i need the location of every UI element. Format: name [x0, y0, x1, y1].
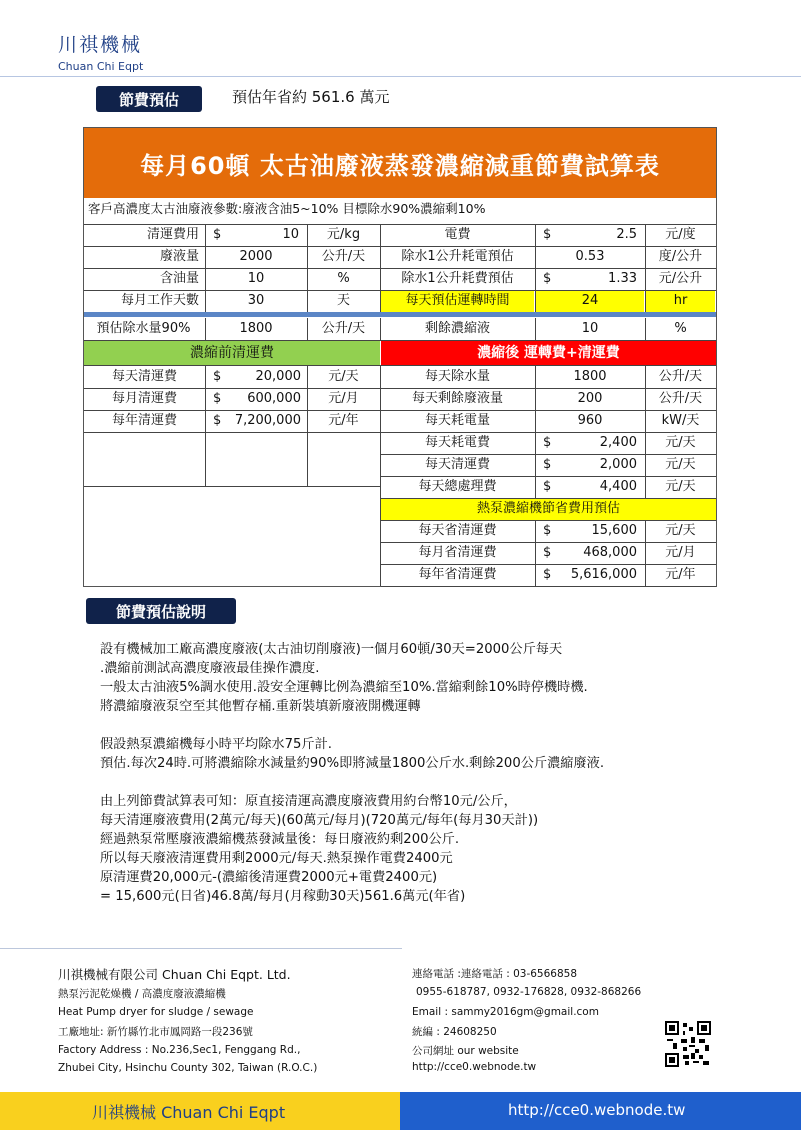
explain-line: 原清運費20,000元-(濃縮後清運費2000元+電費2400元) — [100, 870, 438, 885]
explain-line — [100, 716, 604, 735]
sheet-params: 客戶高濃度太古油廢液參數:廢液含油5~10% 目標除水90%濃縮剩10% — [88, 201, 486, 216]
input-label: 電費 — [444, 227, 471, 242]
pre-cost-unit: 元/年 — [328, 413, 359, 428]
removal-unit: 公升/天 — [321, 321, 366, 336]
currency-sign: $ — [543, 435, 552, 450]
post-cost-label: 每天總處理費 — [418, 479, 497, 494]
input-label: 含油量 — [159, 271, 199, 286]
post-cost-value: 1800 — [573, 369, 607, 384]
input-value: 1.33 — [608, 271, 637, 286]
removal-value: 1800 — [239, 321, 273, 336]
saving-label: 每月省清運費 — [418, 545, 497, 560]
footer-email[interactable]: Email : sammy2016gm@gmail.com — [412, 1006, 599, 1018]
residual-label: 剩餘濃縮液 — [424, 321, 490, 336]
footer-phone-label: 連絡電話 :連絡電話 : 03-6566858 — [412, 968, 578, 980]
currency-sign: $ — [213, 369, 222, 384]
input-value: 10 — [247, 271, 265, 286]
input-unit: hr — [673, 293, 688, 308]
explain-line — [100, 773, 604, 792]
post-cost-label: 每天清運費 — [424, 457, 490, 472]
currency-sign: $ — [543, 567, 552, 582]
input-unit: 度/公升 — [658, 249, 703, 264]
qr-code-icon — [665, 1021, 711, 1067]
explain-line: = 15,600元(日省)46.8萬/每月(月稼動30天)561.6萬元(年省) — [100, 889, 466, 904]
explain-text — [100, 640, 604, 906]
post-cost-value: 2,400 — [599, 435, 637, 450]
input-unit: 元/kg — [326, 227, 361, 242]
saving-header: 熱泵濃縮機節省費用預估 — [476, 501, 620, 516]
saving-badge: 節費預估 — [96, 86, 202, 112]
input-label: 除水1公升耗費預估 — [401, 271, 514, 286]
pre-cost-label: 每天清運費 — [111, 369, 177, 384]
saving-value: 15,600 — [591, 523, 637, 538]
brand-name-en: Chuan Chi Eqpt — [58, 60, 144, 73]
sheet-title: 每月60頓 太古油廢液蒸發濃縮減重節費試算表 — [84, 128, 716, 198]
saving-label: 每年省清運費 — [418, 567, 497, 582]
removal-label: 預估除水量90% — [96, 321, 191, 336]
post-cost-unit: kW/天 — [661, 413, 700, 428]
saving-value: 5,616,000 — [570, 567, 637, 582]
footer-tax-id: 統編 : 24608250 — [412, 1026, 497, 1038]
footer-address-en-1: Factory Address : No.236,Sec1, Fenggang Rd., — [58, 1044, 301, 1056]
post-cost-label: 每天耗電費 — [424, 435, 490, 450]
brand-name-cn: 川祺機械 — [58, 34, 143, 56]
grid-line — [381, 586, 716, 587]
input-label: 除水1公升耗電預估 — [401, 249, 514, 264]
post-cost-unit: 公升/天 — [658, 391, 703, 406]
footer-address-cn: 工廠地址: 新竹縣竹北市鳳岡路一段236號 — [58, 1026, 253, 1038]
currency-sign: $ — [543, 271, 552, 286]
input-unit: % — [337, 271, 350, 286]
post-cost-unit: 元/天 — [665, 457, 696, 472]
post-cost-unit: 元/天 — [665, 435, 696, 450]
grid-line — [84, 432, 380, 433]
pre-cost-value: 7,200,000 — [234, 413, 301, 428]
pre-cost-unit: 元/天 — [328, 369, 359, 384]
post-cost-unit: 元/天 — [665, 479, 696, 494]
input-label: 每天預估運轉時間 — [405, 293, 510, 308]
footer-bar-website[interactable]: http://cce0.webnode.tw — [508, 1101, 686, 1119]
explain-line: 預估.每次24時.可將濃縮除水減量約90%即將減量1800公斤水.剩餘200公斤濃縮廢液. — [100, 756, 605, 771]
post-cost-label: 每天除水量 — [424, 369, 490, 384]
input-unit: 天 — [336, 293, 350, 308]
explain-line: 由上列節費試算表可知：原直接清運高濃度廢液費用約台幣10元/公斤， — [100, 794, 517, 809]
post-cost-value: 200 — [577, 391, 603, 406]
currency-sign: $ — [543, 479, 552, 494]
footer-website-label: 公司網址 our website — [412, 1045, 519, 1057]
currency-sign: $ — [213, 413, 222, 428]
footer-address-en-2: Zhubei City, Hsinchu County 302, Taiwan (R.O.C.) — [58, 1062, 318, 1074]
section-separator — [84, 312, 716, 317]
saving-label: 每天省清運費 — [418, 523, 497, 538]
currency-sign: $ — [543, 523, 552, 538]
annual-saving-summary: 預估年省約 561.6 萬元 — [232, 88, 390, 106]
header-divider — [0, 76, 801, 77]
explain-line: 每天清運廢液費用(2萬元/每天)(60萬元/每月)(720萬元/每年(每月30天計)) — [100, 813, 539, 828]
saving-unit: 元/年 — [665, 567, 696, 582]
input-value: 30 — [247, 293, 265, 308]
saving-value: 468,000 — [583, 545, 637, 560]
input-label: 每月工作天數 — [120, 293, 199, 308]
footer-divider — [0, 948, 402, 949]
post-cost-label: 每天耗電量 — [424, 413, 490, 428]
pre-cost-label: 每年清運費 — [111, 413, 177, 428]
input-unit: 公升/天 — [321, 249, 366, 264]
currency-sign: $ — [213, 391, 222, 406]
currency-sign: $ — [213, 227, 222, 242]
footer-company: 川祺機械有限公司 Chuan Chi Eqpt. Ltd. — [58, 967, 291, 982]
grid-line — [84, 486, 380, 487]
footer-website[interactable]: http://cce0.webnode.tw — [412, 1061, 537, 1073]
pre-cost-label: 每月清運費 — [111, 391, 177, 406]
explain-line: 設有機械加工廠高濃度廢液(太古油切削廢液)一個月60頓/30天=2000公斤每天 — [100, 642, 563, 657]
footer-phones: 0955-618787, 0932-176828, 0932-868266 — [416, 986, 642, 998]
pre-cost-unit: 元/月 — [328, 391, 359, 406]
footer-products-cn: 熱泵污泥乾燥機 / 高濃度廢液濃縮機 — [58, 988, 226, 1000]
input-unit: 元/公升 — [658, 271, 703, 286]
post-cost-value: 2,000 — [599, 457, 637, 472]
explain-line: 所以每天廢液清運費用剩2000元/每天.熱泵操作電費2400元 — [100, 851, 453, 866]
input-value: 24 — [581, 293, 599, 308]
explain-line: 一般太古油液5%調水使用.設安全運轉比例為濃縮至10%.當縮剩餘10%時停機時機. — [100, 680, 588, 695]
post-cost-unit: 公升/天 — [658, 369, 703, 384]
explain-line: 將濃縮廢液泵空至其他暫存桶.重新裝填新廢液開機運轉 — [100, 699, 421, 714]
right-section-header: 濃縮後 運轉費+清運費 — [477, 345, 620, 361]
pre-cost-value: 20,000 — [255, 369, 301, 384]
grid-line — [84, 365, 716, 366]
residual-value: 10 — [581, 321, 599, 336]
footer-bar-brand: 川祺機械 Chuan Chi Eqpt — [92, 1103, 286, 1122]
saving-unit: 元/天 — [665, 523, 696, 538]
input-label: 清運費用 — [146, 227, 199, 242]
pre-cost-value: 600,000 — [247, 391, 301, 406]
explain-line: .濃縮前測試高濃度廢液最佳操作濃度. — [100, 661, 320, 676]
input-label: 廢液量 — [159, 249, 199, 264]
input-value: 10 — [282, 227, 299, 242]
currency-sign: $ — [543, 227, 552, 242]
grid-line — [535, 520, 536, 586]
residual-unit: % — [674, 321, 687, 336]
input-value: 2.5 — [616, 227, 637, 242]
left-section-header: 濃縮前清運費 — [190, 345, 274, 361]
currency-sign: $ — [543, 545, 552, 560]
saving-unit: 元/月 — [665, 545, 696, 560]
footer-products-en: Heat Pump dryer for sludge / sewage — [58, 1006, 254, 1018]
post-cost-value: 960 — [577, 413, 603, 428]
explain-badge: 節費預估說明 — [86, 598, 236, 624]
explain-line: 假設熱泵濃縮機每小時平均除水75斤計. — [100, 737, 332, 752]
grid-line — [205, 366, 206, 486]
input-value: 0.53 — [575, 249, 605, 264]
currency-sign: $ — [543, 457, 552, 472]
explain-line: 經過熱泵常壓廢液濃縮機蒸發減量後：每日廢液約剩200公斤. — [100, 832, 460, 847]
post-cost-label: 每天剩餘廢液量 — [411, 391, 503, 406]
post-cost-value: 4,400 — [599, 479, 637, 494]
input-unit: 元/度 — [665, 227, 696, 242]
input-value: 2000 — [239, 249, 273, 264]
